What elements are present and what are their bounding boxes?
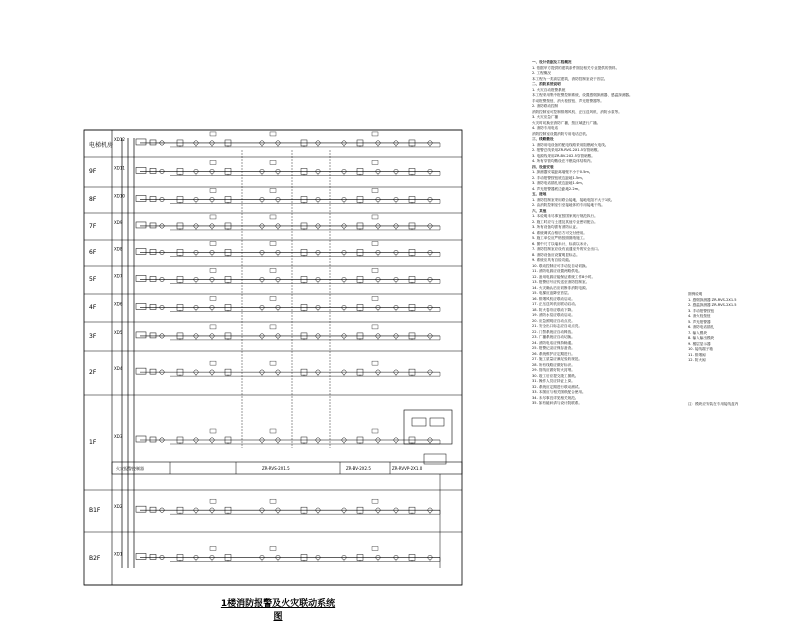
- module-box: [136, 553, 146, 559]
- legend-line: 6. 消防电话插孔: [688, 325, 715, 329]
- address-tag: [270, 361, 276, 365]
- address-tag: [270, 188, 276, 192]
- note-line: 四、设备安装: [532, 164, 554, 169]
- note-line: 7. 消防控制室应设有直通室外的安全出口。: [532, 247, 602, 251]
- address-tag: [270, 296, 276, 300]
- note-line: 本工程采用集中报警控制系统，设置感烟探测器、感温探测器。: [532, 93, 633, 97]
- address-tag: [210, 546, 216, 550]
- address-tag: [210, 215, 216, 219]
- address-tag: [270, 325, 276, 329]
- floor-label: 1F: [89, 438, 97, 446]
- note-line: 1. 本说明未尽事宜按国家现行规范执行。: [532, 214, 598, 218]
- row-tag: XD6: [114, 301, 123, 307]
- address-tag: [372, 132, 378, 136]
- row-tag: XD1: [114, 551, 123, 557]
- note-line: 31. 操作人员应持证上岗。: [532, 379, 575, 383]
- module-box: [150, 168, 156, 173]
- address-tag: [270, 160, 276, 164]
- module-box: [150, 369, 156, 374]
- address-tag: [372, 546, 378, 550]
- row-tag: XD10: [114, 193, 125, 199]
- module-box: [136, 195, 146, 201]
- address-tag: [210, 325, 216, 329]
- legend-line: 9. 楼层显示器: [688, 341, 711, 346]
- note-line: 9. 系统应具有自检功能。: [532, 258, 573, 262]
- address-tag: [372, 215, 378, 219]
- note-line: 35. 如有疑问请与设计院联系。: [532, 401, 582, 405]
- floor-label: B1F: [89, 507, 101, 514]
- address-tag: [372, 429, 378, 433]
- floor-label: 2F: [89, 369, 97, 376]
- linkage-box: [424, 454, 446, 464]
- note-line: 手动报警按钮、消火栓按钮、声光报警器等。: [532, 98, 604, 103]
- address-tag: [372, 296, 378, 300]
- note-line: 3. 电源线采用ZR-BV-2X2.5穿管暗敷。: [532, 153, 595, 158]
- floor-label: 3F: [89, 332, 97, 340]
- address-tag: [210, 296, 216, 300]
- diagram-frame: [84, 130, 462, 585]
- module-box: [136, 139, 146, 145]
- module-box: [150, 554, 156, 559]
- row-tag: XD11: [114, 165, 125, 171]
- note-line: 2. 施工时应与土建及其他专业密切配合。: [532, 219, 598, 224]
- module-box: [136, 167, 146, 173]
- address-tag: [270, 546, 276, 550]
- address-tag: [210, 241, 216, 245]
- row-tag: XD7: [114, 273, 123, 279]
- note-line: 2. 由消防控制室引至接地体的专用接地干线。: [532, 203, 605, 207]
- note-line: 27. 施工质量应满足验收规范。: [532, 357, 582, 361]
- module-box: [136, 506, 146, 512]
- note-line: 5. 施工单位应严格按照图纸施工。: [532, 236, 587, 240]
- address-tag: [270, 268, 276, 272]
- bus-label: ZR-RVVP-2X1.0: [392, 466, 423, 471]
- floor-label: 8F: [89, 196, 97, 203]
- note-line: 18. 防火卷帘应联动下降。: [532, 307, 575, 312]
- panel-module: [412, 418, 426, 426]
- note-line: 21. 安全出口标志应自动点亮。: [532, 324, 582, 328]
- floor-label: 6F: [89, 249, 97, 256]
- note-line: 11. 消防电源应设置两路供电。: [532, 269, 582, 273]
- module-box: [150, 223, 156, 228]
- floor-label: 4F: [89, 304, 97, 311]
- note-line: 2. 报警总线采用ZR-RVS-2X1.5穿管暗敷。: [532, 148, 602, 152]
- module-box: [136, 368, 146, 374]
- address-tag: [372, 361, 378, 365]
- note-line: 六、其他: [532, 208, 547, 213]
- note-line: 2. 消防联动控制: [532, 104, 559, 108]
- address-tag: [270, 499, 276, 503]
- legend-line: 12. 防火阀: [688, 358, 706, 362]
- module-box: [150, 249, 156, 254]
- note-line: 3. 所有设备均需有消防认证。: [532, 225, 580, 229]
- note-line: 20. 应急照明应自动点亮。: [532, 318, 575, 323]
- panel-module: [430, 418, 444, 426]
- floor-label: 5F: [89, 276, 97, 283]
- note-line: 22. 门禁系统应自动释放。: [532, 329, 575, 334]
- address-tag: [372, 160, 378, 164]
- note-line: 28. 所有线路应做好标识。: [532, 362, 575, 367]
- bus-label: ZR-RVS-2X1.5: [262, 466, 290, 471]
- note-line: 三、线路敷设: [532, 137, 554, 141]
- legend-line: 7. 输入模块: [688, 330, 707, 335]
- module-box: [150, 507, 156, 512]
- legend-line: 1. 感烟探测器 ZR-RVS-2X1.5: [688, 297, 737, 302]
- module-box: [150, 276, 156, 281]
- legend-notes: [688, 292, 798, 408]
- row-tag: XD5: [114, 329, 123, 335]
- note-line: 1. 消防控制室采用联合接地，接地电阻不大于1欧。: [532, 197, 615, 202]
- module-box: [150, 196, 156, 201]
- address-tag: [210, 361, 216, 365]
- address-tag: [210, 160, 216, 164]
- note-line: 一、设计依据及工程概况: [532, 60, 572, 64]
- address-tag: [372, 268, 378, 272]
- note-line: 10. 联动控制应可手动及自动切换。: [532, 263, 590, 268]
- note-line: 29. 管线应做好防火封堵。: [532, 368, 575, 372]
- legend-line: 4. 消火栓按钮: [688, 314, 711, 318]
- floor-label: B2F: [89, 554, 101, 562]
- legend-line: 2. 感温探测器 ZR-RVS-2X1.5: [688, 303, 737, 307]
- note-line: 33. 本图应与相关图纸配合使用。: [532, 390, 586, 394]
- legend-line: 8. 输入输出模块: [688, 336, 715, 340]
- note-line: 12. 备用电源应能保证系统工作8小时。: [532, 274, 596, 279]
- legend-line: 11. 排烟阀: [688, 352, 706, 357]
- row-tag: XD8: [114, 246, 123, 252]
- address-tag: [210, 499, 216, 503]
- note-line: 34. 未尽事宜详见相关规范。: [532, 395, 579, 400]
- address-tag: [270, 132, 276, 136]
- module-box: [150, 333, 156, 338]
- address-tag: [372, 188, 378, 192]
- note-line: 1. 消防用电设备的配电线路采用阻燃耐火电线。: [532, 142, 609, 147]
- note-line: 消防控制室设置消防专用电话总机。: [532, 131, 590, 136]
- note-line: 二、消防系统说明: [532, 82, 561, 86]
- address-tag: [210, 188, 216, 192]
- legend-line: 注：模块应安装在专用接线盒内: [688, 402, 739, 406]
- module-box: [150, 304, 156, 309]
- design-notes: [532, 60, 672, 407]
- note-line: 8. 消防设备应设置明显标志。: [532, 252, 580, 257]
- note-line: 24. 消防电话应保持畅通。: [532, 340, 575, 345]
- module-box: [150, 140, 156, 145]
- note-line: 五、接地: [532, 192, 547, 196]
- row-tag: XD4: [114, 366, 123, 372]
- module-box: [150, 437, 156, 442]
- note-line: 1. 探测器安装距离墙壁不小于0.5m。: [532, 170, 593, 174]
- address-tag: [372, 325, 378, 329]
- row-tag: XD12: [114, 136, 125, 142]
- address-tag: [210, 268, 216, 272]
- note-line: 17. 正压送风机应联动启动。: [532, 302, 579, 306]
- note-line: 6. 图中尺寸以毫米计，标高以米计。: [532, 241, 591, 246]
- legend-line: 图例说明: [688, 292, 703, 296]
- address-tag: [270, 241, 276, 245]
- note-line: 13. 报警信号应传送至消防控制室。: [532, 280, 590, 284]
- note-line: 32. 系统应定期进行联动测试。: [532, 384, 582, 389]
- note-line: 2. 工程概况: [532, 71, 551, 75]
- legend-line: 5. 声光报警器: [688, 319, 711, 324]
- module-box: [136, 303, 146, 309]
- note-line: 4. 声光报警器底边距地2.2m。: [532, 186, 582, 191]
- address-tag: [372, 241, 378, 245]
- module-box: [136, 222, 146, 228]
- note-line: 3. 消防电话插孔底边距地1.4m。: [532, 181, 586, 185]
- note-line: 23. 广播系统应自动切换。: [532, 335, 575, 339]
- module-box: [136, 275, 146, 281]
- note-line: 消防控制室可控制排烟风机、正压送风机、消防水泵等。: [532, 109, 622, 114]
- address-tag: [210, 132, 216, 136]
- address-tag: [270, 429, 276, 433]
- note-line: 本工程为一类高层建筑，消防控制室设于首层。: [532, 76, 608, 81]
- note-line: 1. 火灾自动报警系统: [532, 87, 566, 92]
- floor-label: 7F: [89, 222, 97, 230]
- module-box: [136, 248, 146, 254]
- note-line: 4. 所有穿管均敷设在不燃烧体结构内。: [532, 159, 595, 163]
- floor-label: 9F: [89, 168, 97, 175]
- note-line: 30. 竣工后应提交竣工图纸。: [532, 373, 579, 378]
- address-tag: [270, 215, 276, 219]
- legend-line: 3. 手动报警按钮: [688, 308, 715, 313]
- note-line: 14. 火灾确认后应切断非消防电源。: [532, 285, 590, 290]
- address-tag: [372, 499, 378, 503]
- legend-line: 10. 接线端子箱: [688, 347, 713, 351]
- note-line: 2. 手动报警按钮底边距地1.5m。: [532, 175, 586, 180]
- note-line: 4. 消防专用电话: [532, 126, 559, 130]
- row-tag: XD3: [114, 434, 123, 439]
- row-tag: XD9: [114, 219, 123, 225]
- note-line: 16. 排烟风机应联动启动。: [532, 296, 575, 301]
- panel-label: 火灾报警控制器: [116, 466, 144, 471]
- note-line: 26. 系统维护应定期进行。: [532, 351, 575, 356]
- row-tag: XD2: [114, 504, 123, 510]
- note-line: 25. 报警记录应保存备查。: [532, 346, 575, 350]
- note-line: 1. 依据甲方提供的建筑条件图及相关专业提供的资料。: [532, 65, 620, 70]
- note-line: 15. 电梯应迫降至首层。: [532, 291, 572, 295]
- floor-label: 电梯机房: [89, 141, 114, 149]
- note-line: 3. 火灾应急广播: [532, 115, 559, 119]
- bus-label: ZR-BV-2X2.5: [346, 466, 371, 471]
- diagram-title: 1楼消防报警及火灾联动系统图: [220, 599, 336, 622]
- address-tag: [210, 429, 216, 433]
- note-line: 19. 消防水泵应联动启动。: [532, 313, 575, 317]
- note-line: 4. 系统调试合格后方可交付使用。: [532, 230, 587, 235]
- module-box: [136, 332, 146, 338]
- module-box: [136, 436, 146, 442]
- note-line: 火灾时切换至消防广播，按区域进行广播。: [532, 120, 601, 125]
